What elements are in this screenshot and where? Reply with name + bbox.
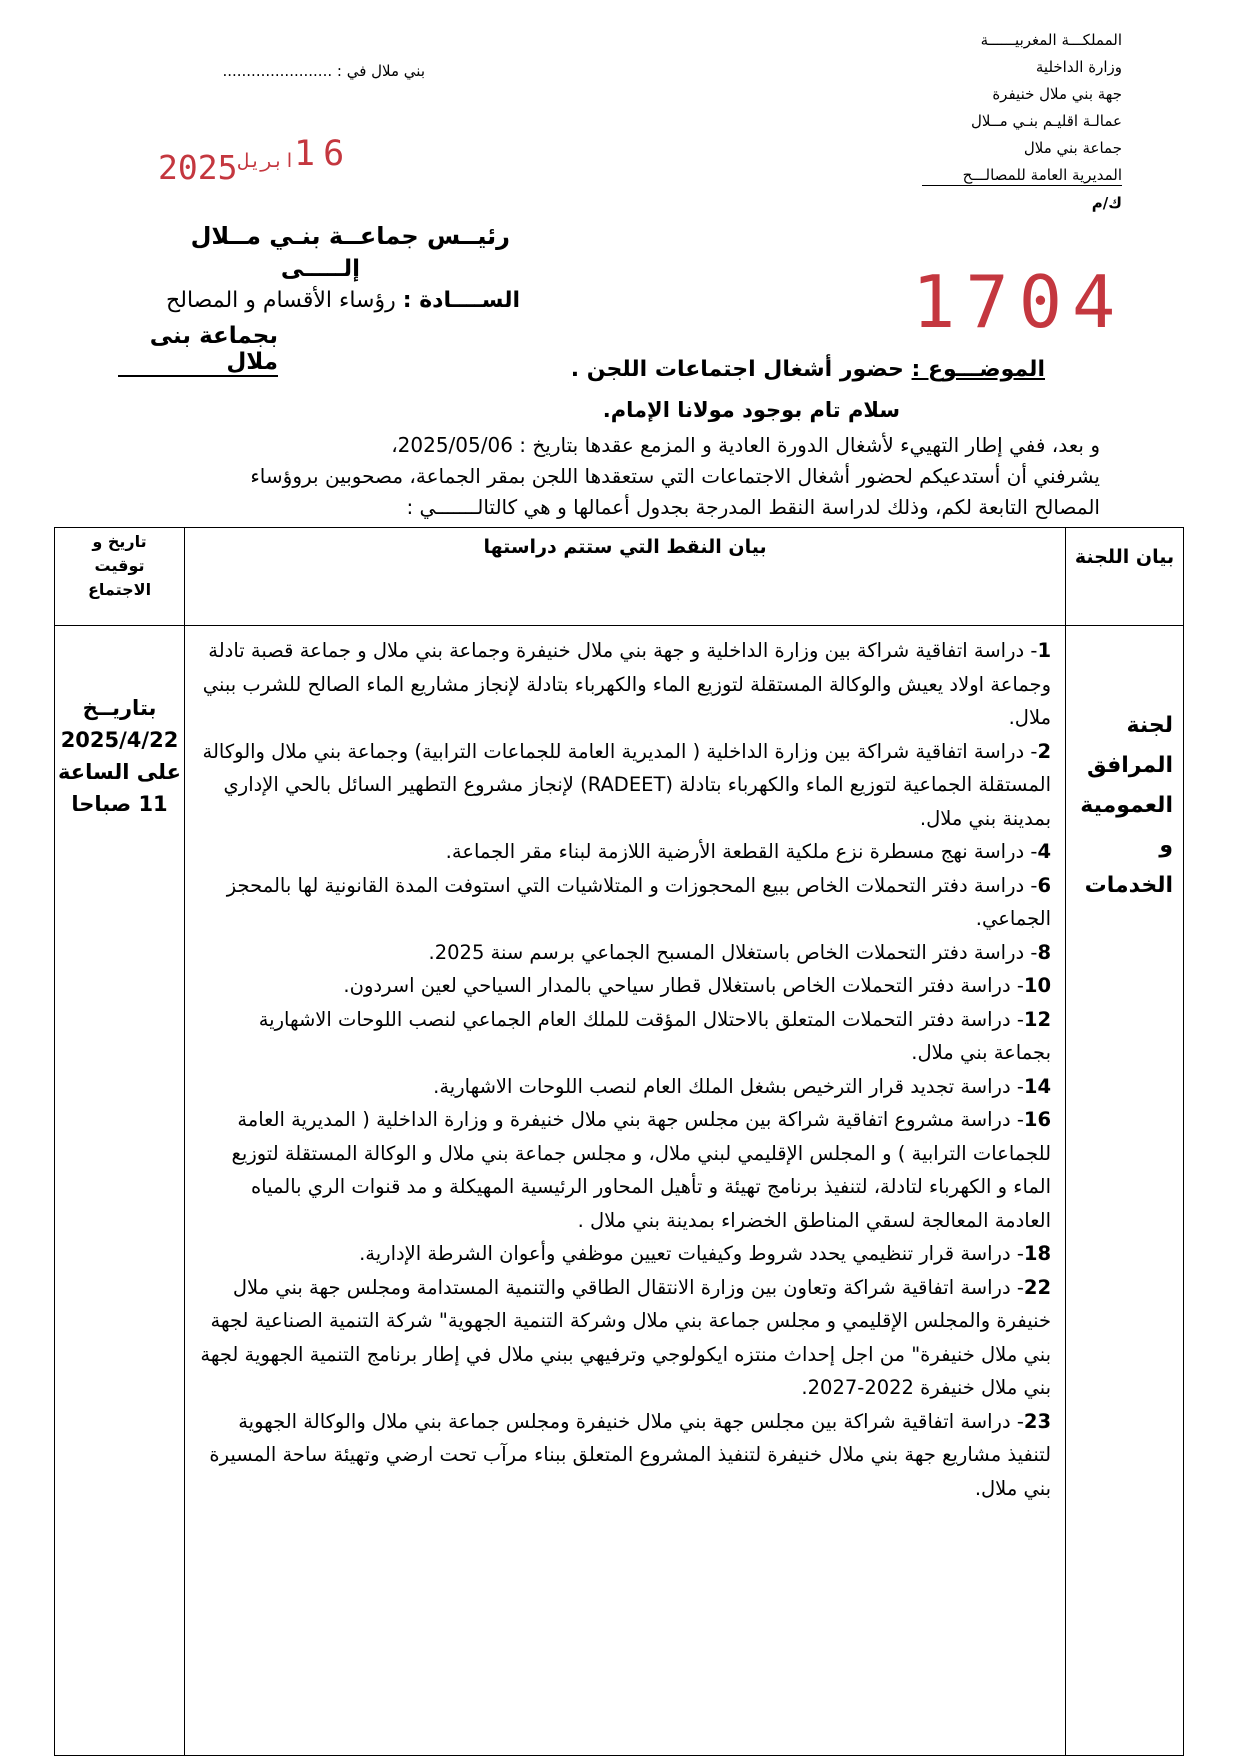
list-item: 4- دراسة نهج مسطرة نزع ملكية القطعة الأرضية اللازمة لبناء مقر الجماعة. bbox=[445, 840, 1052, 863]
meeting-datetime bbox=[55, 626, 185, 1756]
header-line-ministry: وزارة الداخلية bbox=[1035, 58, 1122, 76]
stamp-day: 16 bbox=[294, 134, 353, 174]
body-line-1: و بعد، ففي إطار التهييء لأشغال الدورة العادية و المزمع عقدها بتاريخ : 2025/05/06، bbox=[391, 433, 1100, 457]
greeting: سلام تام بوجود مولانا الإمام. bbox=[602, 398, 900, 422]
recipients-label: الســــادة : bbox=[402, 288, 520, 313]
table-row bbox=[55, 626, 1184, 1756]
list-item: 12- دراسة دفتر التحملات المتعلق بالاحتلال المؤقت للملك العام الجماعي لنصب اللوحات الاشهارية بجماعة بني ملال. bbox=[258, 1007, 1052, 1064]
body-paragraph bbox=[150, 430, 1100, 523]
list-item: 14- دراسة تجديد قرار الترخيص بشغل الملك العام لنصب اللوحات الاشهارية. bbox=[433, 1074, 1052, 1098]
agenda-table bbox=[54, 527, 1184, 1756]
list-item: 2- دراسة اتفاقية شراكة بين وزارة الداخلية ( المديرية العامة للجماعات الترابية) وجماعة بني ملال والوكالة المستقلة الجماعية لتوزيع الماء والكهرباء بتادلة (RADEET) لإنجاز مشروع التطهير السائل بالحي الإداري بمدينة بني ملال. bbox=[202, 739, 1052, 830]
recipients: رؤساء الأقسام و المصالح bbox=[166, 288, 396, 313]
to-label: إلـــــى bbox=[280, 256, 360, 282]
subject: حضور أشغال اجتماعات اللجن . bbox=[570, 357, 904, 382]
header-line-commune: جماعة بني ملال bbox=[1023, 139, 1122, 157]
time-label: على الساعة bbox=[58, 760, 181, 784]
header-line-kingdom: المملكـــة المغربيــــــة bbox=[980, 31, 1122, 49]
subject-label: الموضـــوع : bbox=[911, 357, 1045, 382]
list-item: 16- دراسة مشروع اتفاقية شراكة بين مجلس جهة بني ملال خنيفرة و وزارة الداخلية ( المديرية العامة للجماعات الترابية ) و المجلس الإقليمي لبني ملال، و مجلس جماعة بني ملال و الوكالة المستقلة لتوزيع الماء و الكهرباء لتادلة، لتنفيذ برنامج تهيئة و تأهيل المحاور الرئيسية المهيكلة و مد قنوات الري بالمياه العادمة المعالجة لسقي المناطق الخضراء بمدينة بني ملال . bbox=[231, 1108, 1052, 1232]
recipients-line bbox=[140, 288, 520, 313]
registration-number: 1704 bbox=[912, 260, 1126, 344]
list-item: 8- دراسة دفتر التحملات الخاص باستغلال المسبح الجماعي برسم سنة 2025. bbox=[428, 940, 1052, 964]
stamp-month: ابريل bbox=[238, 150, 296, 172]
date-stamp bbox=[158, 128, 358, 188]
body-line-2: يشرفني أن أستدعيكم لحضور أشغال الاجتماعات التي ستعقدها اللجن بمقر الجماعة، مصحوبين بروؤساء bbox=[250, 464, 1100, 488]
subject-line bbox=[500, 357, 1045, 382]
recipients-org: بجماعة بنى ملال bbox=[118, 323, 278, 377]
date-label: بتاريــخ bbox=[82, 696, 157, 720]
header-line-region: جهة بني ملال خنيفرة bbox=[992, 85, 1122, 103]
stamp-year: 2025 bbox=[158, 148, 238, 187]
committee-name: لجنة المرافق العمومية و الخدمات bbox=[1066, 626, 1184, 1756]
sender: رئيــس جماعــة بنـي مــلال bbox=[190, 222, 510, 250]
header-line-ref: ك/م bbox=[1091, 194, 1122, 212]
list-item: 23- دراسة اتفاقية شراكة بين مجلس جهة بني ملال خنيفرة ومجلس جماعة بني ملال والوكالة الجهوية لتنفيذ مشاريع جهة بني ملال خنيفرة لتنفيذ المشروع المتعلق ببناء مرآب تحت ارضي وتهيئة ساحة المسيرة بني ملال. bbox=[209, 1409, 1052, 1500]
meeting-time: 11 صباحا bbox=[71, 792, 168, 816]
list-item: 18- دراسة قرار تنظيمي يحدد شروط وكيفيات تعيين موظفي وأعوان الشرطة الإدارية. bbox=[359, 1242, 1052, 1265]
list-item: 22- دراسة اتفاقية شراكة وتعاون بين وزارة الانتقال الطاقي والتنمية المستدامة ومجلس جهة بني ملال خنيفرة والمجلس الإقليمي و مجلس جماعة بني ملال وشركة التنمية الجهوية" شركة التنمية الصناعية لجهة بني ملال خنيفرة" من اجل إحداث منتزه ايكولوجي وترفيهي ببني ملال في إطار برنامج التنمية الجهوية لجهة بني ملال خنيفرة 2022-2027. bbox=[200, 1275, 1052, 1399]
letterhead bbox=[900, 0, 1240, 220]
header-datetime: تاريخ و توقيت الاجتماع bbox=[55, 528, 185, 626]
table-header-row bbox=[55, 528, 1184, 626]
header-points: بيان النقط التي ستتم دراستها bbox=[185, 528, 1066, 626]
list-item: 1- دراسة اتفاقية شراكة بين وزارة الداخلية و جهة بني ملال خنيفرة وجماعة بني ملال و جماعة قصبة تادلة وجماعة اولاد يعيش والوكالة المستقلة لتوزيع الماء والكهرباء بتادلة لإنجاز مشاريع الماء الصالح للشرب ببني ملال. bbox=[202, 639, 1052, 729]
header-line-province: عمالـة اقليـم بنـي مــلال bbox=[971, 112, 1122, 130]
list-item: 6- دراسة دفتر التحملات الخاص ببيع المحجوزات و المتلاشيات التي استوفت المدة القانونية لها بالمحجز الجماعي. bbox=[226, 873, 1052, 930]
header-line-directorate: المديرية العامة للمصالـــح bbox=[922, 165, 1122, 186]
header-committee: بيان اللجنة bbox=[1066, 528, 1184, 626]
meeting-date: 2025/4/22 bbox=[60, 728, 179, 752]
points-list bbox=[185, 626, 1066, 1756]
body-line-3: المصالح التابعة لكم، وذلك لدراسة النقط المدرجة بجدول أعمالها و هي كالتالـــــــي : bbox=[406, 495, 1100, 519]
place-date: بني ملال في : ....................... bbox=[222, 62, 425, 80]
list-item: 10- دراسة دفتر التحملات الخاص باستغلال قطار سياحي بالمدار السياحي لعين اسردون. bbox=[343, 974, 1052, 997]
